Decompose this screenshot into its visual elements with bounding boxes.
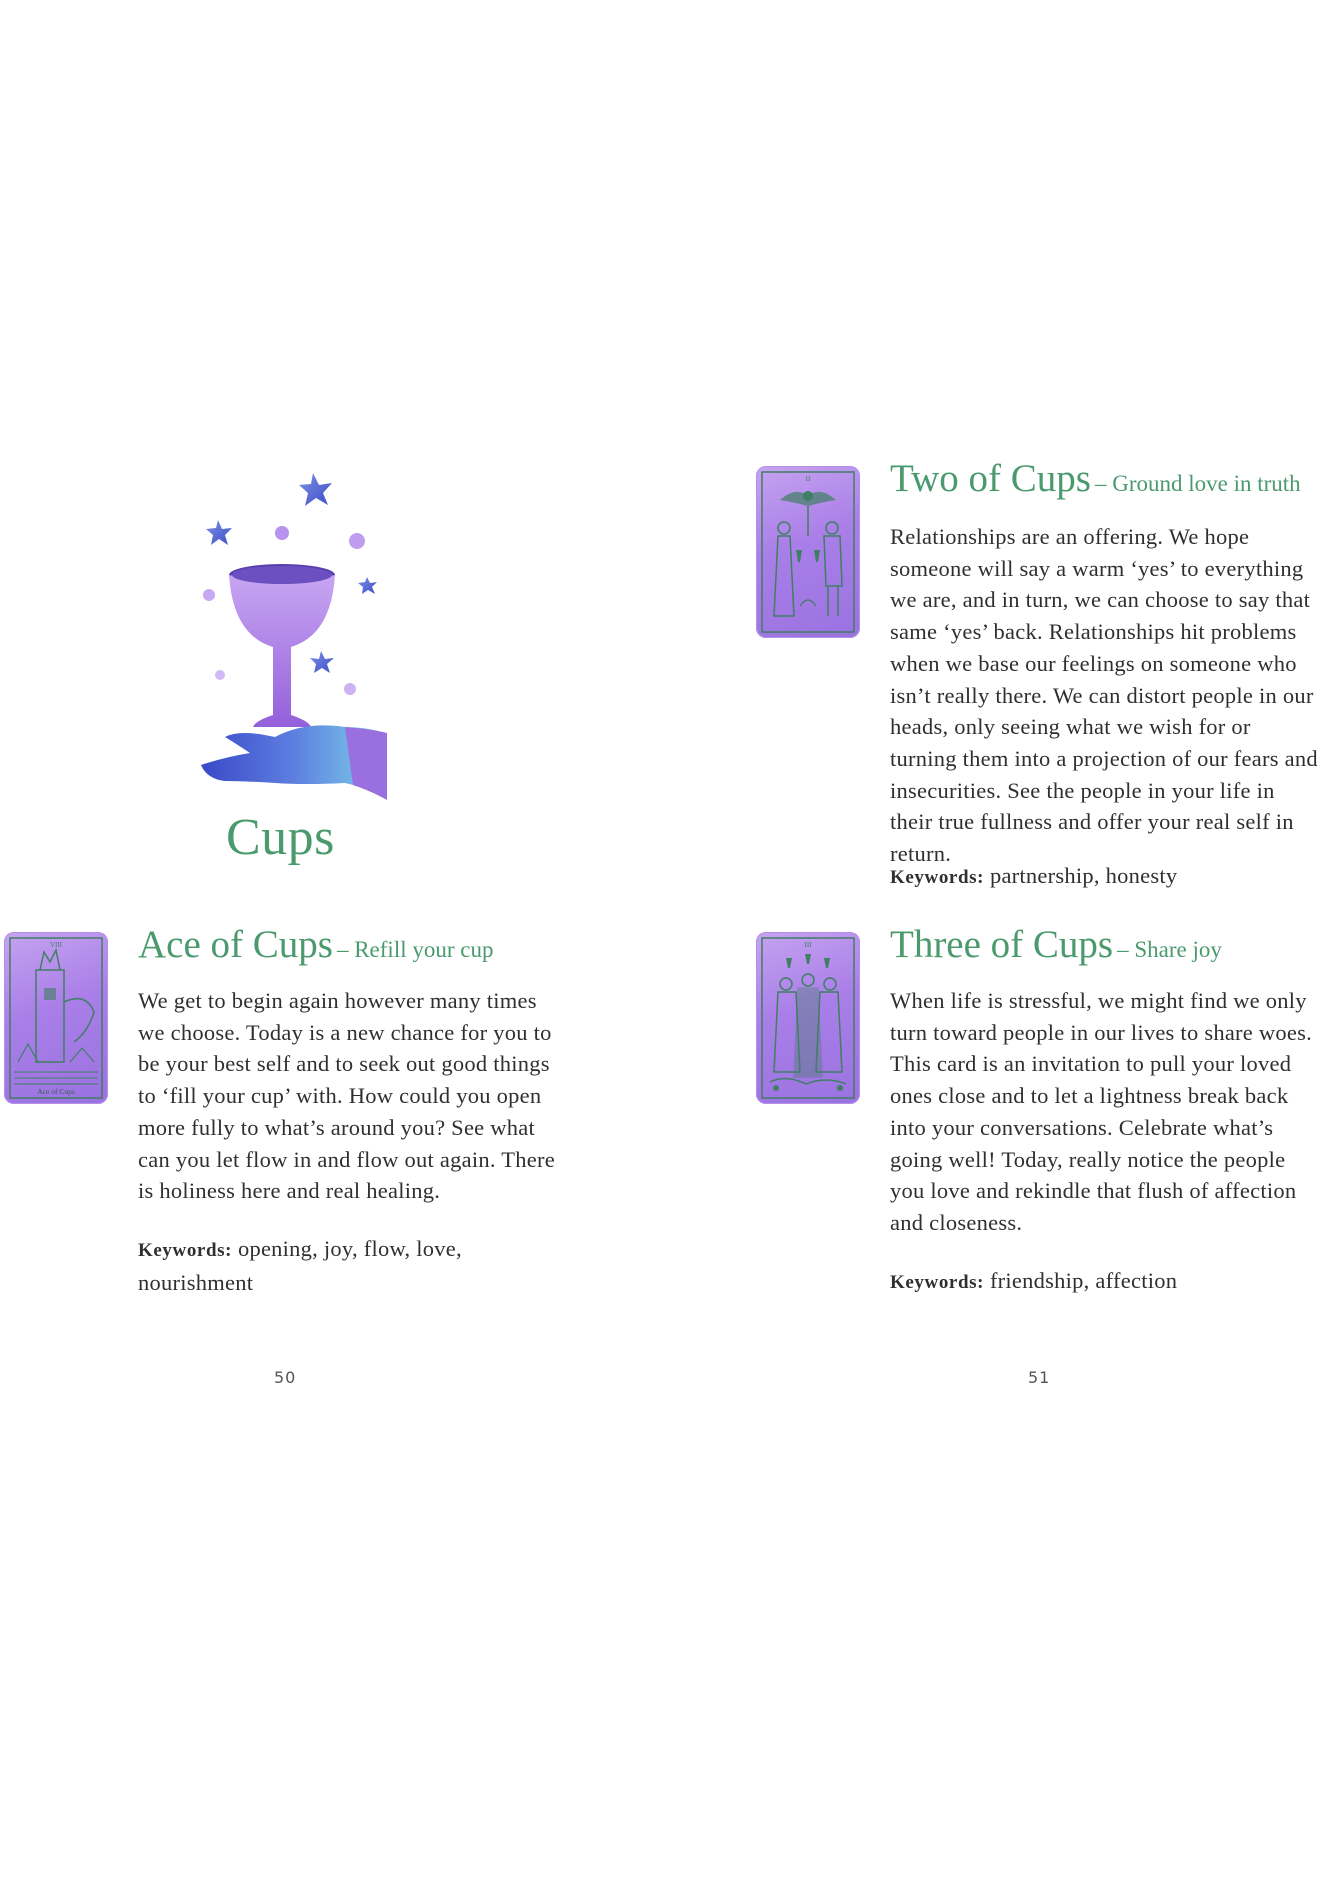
keywords-value: friendship, affection <box>989 1268 1178 1293</box>
three-of-cups-body: When life is stressful, we might find we only turn toward people in our lives to share woes. This card is an invitation to pull your loved ones close and to let a lightness break back into your conversations. Celebrate what’s going well! Today, really notice the people you love and rekindle that flush of affection and closeness. <box>890 988 1313 1235</box>
three-of-cups-card-image <box>756 932 860 1104</box>
two-of-cups-body: Relationships are an offering. We hope someone will say a warm ‘yes’ to everything we are, and in turn, we can choose to say that same ‘yes’ back. Relationships hit problems when we base our feelings on someone who isn’t really there. We can distort people in our heads, only seeing what we wish for or turning them into a projection of our fears and insecurities. See the people in your life in their true fullness and offer your real self in return. <box>890 524 1318 867</box>
three-of-cups-keywords <box>890 1265 1320 1299</box>
keywords-label: Keywords: <box>890 1272 985 1293</box>
svg-text:II: II <box>805 475 811 483</box>
star-icon <box>358 577 377 594</box>
two-of-cups-keywords <box>890 860 1320 894</box>
two-of-cups-card-image <box>756 466 860 638</box>
star-icon <box>299 473 332 506</box>
cups-illustration <box>195 465 395 800</box>
section-title: Cups <box>226 809 335 866</box>
svg-text:III: III <box>804 941 812 949</box>
keywords-label: Keywords: <box>138 1240 233 1261</box>
keywords-value: partnership, honesty <box>989 863 1178 888</box>
ace-of-cups-keywords <box>138 1233 568 1298</box>
card-title: Two of Cups <box>890 457 1091 500</box>
card-caption: Ace of Cups <box>37 1087 75 1096</box>
card-title: Three of Cups <box>890 923 1114 966</box>
keywords-label: Keywords: <box>890 867 985 888</box>
card-title: Ace of Cups <box>138 923 333 966</box>
card-subtitle: – Share joy <box>1117 937 1222 962</box>
page-number-right: 51 <box>1028 1368 1051 1387</box>
ace-of-cups-heading <box>138 922 493 967</box>
two-of-cups-heading <box>890 456 1301 501</box>
ace-of-cups-body: We get to begin again however many times we choose. Today is a new chance for you to be your best self and to seek out good things to ‘fill your cup’ with. How could you open more fully to what’s around you? See what can you let flow in and flow out again. There is holiness here and real healing. <box>138 988 555 1204</box>
keywords-value: opening, joy, flow, love, nourishment <box>138 1236 462 1295</box>
card-subtitle: – Refill your cup <box>336 937 494 962</box>
star-icon <box>206 520 232 545</box>
star-icon <box>310 651 334 673</box>
three-of-cups-heading <box>890 922 1222 967</box>
svg-text:VIII: VIII <box>49 941 63 949</box>
page-number-left: 50 <box>274 1368 297 1387</box>
card-subtitle: – Ground love in truth <box>1094 471 1301 496</box>
ace-of-cups-card-image <box>4 932 108 1104</box>
